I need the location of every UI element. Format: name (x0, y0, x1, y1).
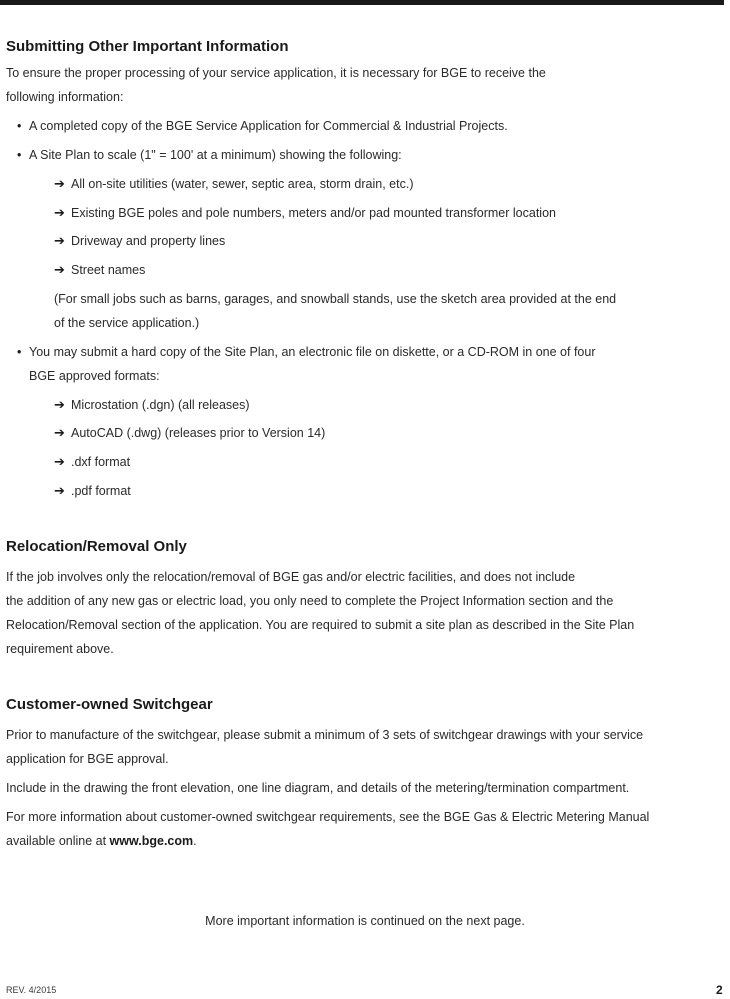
format-item: .pdf format (71, 484, 131, 498)
bullet-site-plan: A Site Plan to scale (1" = 100' at a minimum) showing the following: (29, 148, 402, 162)
arrow-right-icon: ➔ (54, 176, 65, 191)
page-number: 2 (716, 983, 723, 997)
bullet-icon: • (17, 148, 22, 162)
relocation-line-3: Relocation/Removal section of the application. You are required to submit a site plan as described in the Site Plan (6, 618, 635, 632)
switchgear-para3-prefix: available online at (6, 834, 110, 848)
intro-line-2: following information: (6, 90, 124, 104)
continued-note: More important information is continued on the next page. (205, 914, 525, 928)
arrow-right-icon: ➔ (54, 425, 65, 440)
bullet-service-application: A completed copy of the BGE Service Application for Commercial & Industrial Projects. (29, 119, 508, 133)
relocation-line-1: If the job involves only the relocation/removal of BGE gas and/or electric facilities, and does not include (6, 570, 576, 584)
format-item: Microstation (.dgn) (all releases) (71, 398, 250, 412)
bullet-icon: • (17, 119, 22, 133)
switchgear-para3-line-2 (6, 833, 197, 849)
small-jobs-note-line-1: (For small jobs such as barns, garages, and snowball stands, use the sketch area provided at the end (54, 292, 617, 306)
section-heading-submitting: Submitting Other Important Information (6, 38, 289, 55)
arrow-right-icon: ➔ (54, 262, 65, 277)
switchgear-para3-line-1: For more information about customer-owned switchgear requirements, see the BGE Gas & Electric Metering Manual (6, 810, 650, 824)
arrow-right-icon: ➔ (54, 397, 65, 412)
revision-label: REV. 4/2015 (6, 985, 57, 995)
small-jobs-note-line-2: of the service application.) (54, 316, 200, 330)
site-plan-item: Existing BGE poles and pole numbers, meters and/or pad mounted transformer location (71, 206, 556, 220)
switchgear-para1-line-2: application for BGE approval. (6, 752, 169, 766)
bullet-formats-line-2: BGE approved formats: (29, 369, 160, 383)
arrow-right-icon: ➔ (54, 233, 65, 248)
site-plan-item: Street names (71, 263, 146, 277)
arrow-right-icon: ➔ (54, 205, 65, 220)
arrow-right-icon: ➔ (54, 483, 65, 498)
switchgear-para1-line-1: Prior to manufacture of the switchgear, please submit a minimum of 3 sets of switchgear drawings with your service (6, 728, 644, 742)
format-item: AutoCAD (.dwg) (releases prior to Version 14) (71, 426, 326, 440)
arrow-right-icon: ➔ (54, 454, 65, 469)
switchgear-para2: Include in the drawing the front elevation, one line diagram, and details of the metering/termination compartment. (6, 781, 630, 795)
section-heading-relocation: Relocation/Removal Only (6, 538, 187, 555)
top-rule (0, 0, 724, 5)
format-item: .dxf format (71, 455, 131, 469)
bge-website-link[interactable]: www.bge.com (109, 834, 194, 848)
site-plan-item: All on-site utilities (water, sewer, septic area, storm drain, etc.) (71, 177, 414, 191)
section-heading-switchgear: Customer-owned Switchgear (6, 696, 213, 713)
intro-line-1: To ensure the proper processing of your service application, it is necessary for BGE to receive the (6, 66, 546, 80)
relocation-line-4: requirement above. (6, 642, 114, 656)
switchgear-para3-suffix: . (193, 834, 197, 848)
bullet-formats-line-1: You may submit a hard copy of the Site Plan, an electronic file on diskette, or a CD-ROM in one of four (29, 345, 596, 359)
bullet-icon: • (17, 345, 22, 359)
site-plan-item: Driveway and property lines (71, 234, 226, 248)
relocation-line-2: the addition of any new gas or electric load, you only need to complete the Project Information section and the (6, 594, 614, 608)
